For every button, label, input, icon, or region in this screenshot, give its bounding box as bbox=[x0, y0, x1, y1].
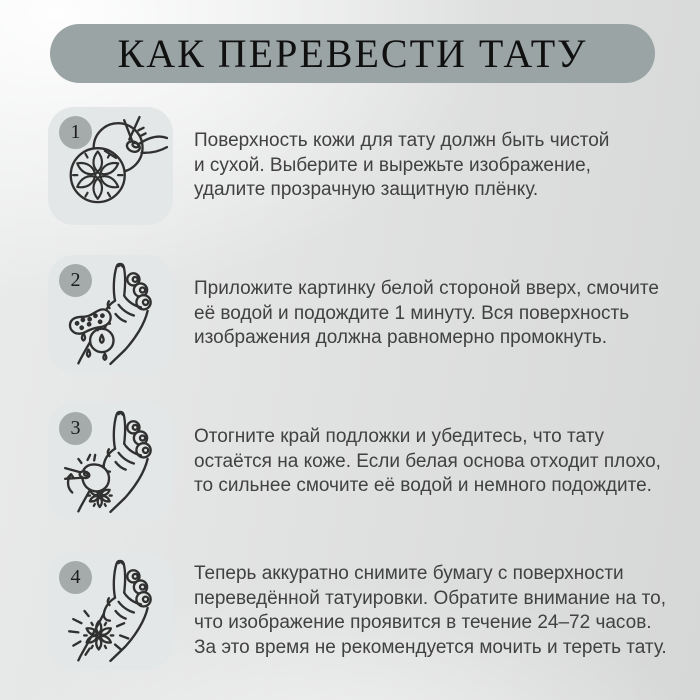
step-number: 4 bbox=[70, 566, 81, 588]
text-line: За это время не рекомендуется мочить и тереть тату. bbox=[194, 636, 667, 658]
step-1-text bbox=[194, 129, 609, 203]
text-line: Теперь аккуратно снимите бумагу с поверхности bbox=[194, 563, 624, 584]
step-4 bbox=[48, 551, 667, 671]
title-banner bbox=[50, 24, 655, 83]
step-1 bbox=[48, 106, 609, 226]
step-number: 1 bbox=[70, 121, 81, 143]
step-2-number-badge bbox=[59, 264, 92, 297]
step-3 bbox=[48, 402, 661, 522]
step-1-illustration-card bbox=[48, 107, 173, 225]
text-line: её водой и подождите 1 минуту. Вся поверхность bbox=[194, 302, 630, 324]
step-2 bbox=[48, 254, 659, 374]
text-line: переведённой татуировки. Обратите внимание на то, bbox=[194, 587, 666, 609]
page-title: КАК ПЕРЕВЕСТИ ТАТУ bbox=[117, 31, 588, 76]
step-4-number-badge bbox=[59, 561, 92, 594]
text-line: Поверхность кожи для тату должн быть чистой bbox=[194, 130, 610, 152]
step-4-illustration-card bbox=[48, 552, 173, 670]
text-line: удалите прозрачную защитную плёнку. bbox=[194, 179, 539, 201]
step-2-text bbox=[194, 277, 659, 351]
step-3-illustration-card bbox=[48, 403, 173, 521]
text-line: изображения должна равномерно промокнуть. bbox=[194, 327, 608, 349]
step-4-text bbox=[194, 562, 667, 660]
text-line: что изображение проявится в течение 24–72 часов. bbox=[194, 612, 652, 633]
step-number: 2 bbox=[70, 269, 81, 291]
text-line: остаётся на коже. Если белая основа отходит плохо, bbox=[194, 450, 661, 472]
text-line: и сухой. Выберите и вырежьте изображение, bbox=[194, 154, 591, 176]
step-3-number-badge bbox=[59, 412, 92, 445]
text-line: Отогните край подложки и убедитесь, что тату bbox=[194, 426, 605, 448]
step-3-text bbox=[194, 425, 661, 499]
step-1-number-badge bbox=[59, 116, 92, 149]
step-2-illustration-card bbox=[48, 255, 173, 373]
text-line: Приложите картинку белой стороной вверх, смочите bbox=[194, 278, 659, 300]
step-number: 3 bbox=[70, 417, 81, 439]
text-line: то сильнее смочите её водой и немного подождите. bbox=[194, 475, 652, 497]
